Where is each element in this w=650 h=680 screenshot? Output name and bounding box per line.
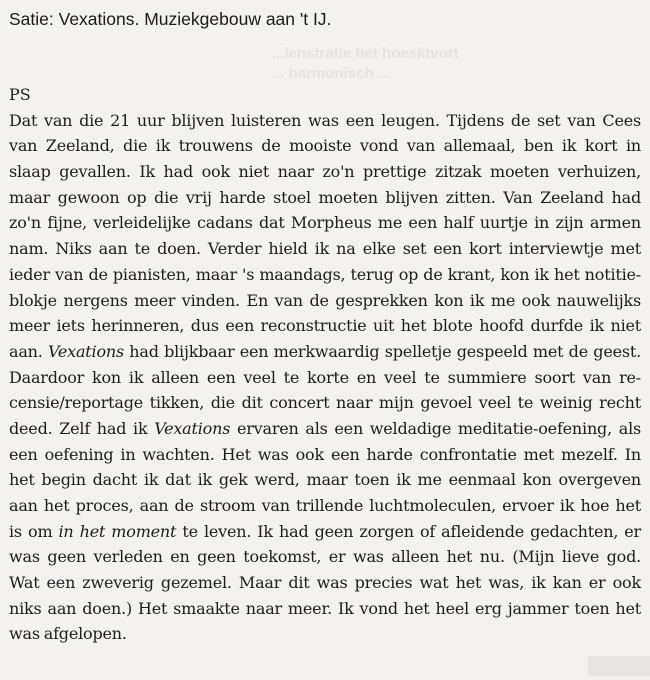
text-line xyxy=(9,596,641,622)
text-segment: meer iets herinneren, dus een reconstructie uit het blote hoofd durfde ik niet xyxy=(9,316,641,336)
text-segment: een oefening in wachten. Het was ook een harde confrontatie met mezelf. In xyxy=(9,444,641,464)
text-segment: aan. xyxy=(9,341,48,361)
text-segment: te leven. Ik had geen zorgen of afleidende gedachten, er xyxy=(176,521,641,541)
text-segment: niks aan doen.) Het smaakte naar meer. Ik vond het heel erg jammer toen het xyxy=(9,598,641,618)
text-line xyxy=(9,570,641,596)
text-line xyxy=(9,467,641,493)
italic-title: Vexations xyxy=(47,341,124,361)
text-line xyxy=(9,519,641,545)
text-line xyxy=(9,288,641,314)
text-line xyxy=(9,262,641,288)
text-segment: aan het proces, aan de stroom van trillende luchtmoleculen, ervoer ik hoe het xyxy=(9,496,641,515)
text-segment: nam. Niks aan te doen. Verder hield ik na elke set een kort interviewtje met xyxy=(9,239,641,259)
text-line xyxy=(9,236,641,262)
text-segment: is om xyxy=(9,521,59,541)
text-segment: Dat van die 21 uur blijven luisteren was een leugen. Tijdens de set van Cees xyxy=(9,110,641,130)
text-line xyxy=(9,210,641,236)
text-segment: maar gewoon op die vrij harde stoel moeten blijven zitten. Van Zeeland had xyxy=(9,187,641,207)
article-text xyxy=(9,108,641,647)
text-segment: Daardoor kon ik alleen een veel te korte en veel te summiere soort van re- xyxy=(9,367,641,387)
text-segment: deed. Zelf had ik xyxy=(9,418,155,438)
text-segment: het begin dacht ik dat ik gek werd, maar toen ik me eenmaal kon overgeven xyxy=(9,470,641,490)
article-heading: PS xyxy=(9,85,31,104)
text-line xyxy=(9,159,641,185)
text-line xyxy=(9,108,641,134)
text-line xyxy=(9,339,641,365)
page-title: Satie: Vexations. Muziekgebouw aan 't IJ. xyxy=(9,9,332,29)
text-segment: was geen verleden en geen toekomst, er was alleen het nu. (Mijn lieve god. xyxy=(9,547,641,567)
show-through-text: ...lenstratie het hoesktvort ... harmonisch ... xyxy=(272,45,459,82)
text-line xyxy=(9,442,641,468)
text-line xyxy=(9,313,641,339)
text-segment: ervaren als een weldadige meditatie-oefening, als xyxy=(230,418,641,438)
text-segment: had blijkbaar een merkwaardig spelletje gespeeld met de geest. xyxy=(124,341,641,361)
text-segment: slaap gevallen. Ik had ook niet naar zo'n prettige zitzak moeten verhuizen, xyxy=(9,162,641,182)
text-segment: was afgelopen. xyxy=(9,624,127,644)
text-line xyxy=(9,493,641,519)
article-body xyxy=(9,82,641,647)
italic-title: in het moment xyxy=(58,521,177,541)
text-line xyxy=(9,133,641,159)
italic-title: Vexations xyxy=(154,418,231,438)
text-segment: censie/reportage tikken, die dit concert naar mijn gevoel veel te weinig recht xyxy=(9,393,641,413)
text-line xyxy=(9,544,641,570)
text-line xyxy=(9,621,641,647)
text-segment: zo'n fijne, verleidelijke cadans dat Morpheus me een half uurtje in zijn armen xyxy=(9,213,641,233)
text-line xyxy=(9,365,641,391)
text-segment: blokje nergens meer vinden. En van de gesprekken kon ik me ook nauwelijks xyxy=(9,290,641,310)
text-segment: Wat een zweverig gezemel. Maar dit was precies wat het was, ik kan er ook xyxy=(9,573,641,593)
text-segment: van Zeeland, die ik trouwens de mooiste vond van allemaal, ben ik kort in xyxy=(9,136,641,156)
text-line xyxy=(9,416,641,442)
text-segment: ieder van de pianisten, maar 's maandags, terug op de krant, kon ik het notitie- xyxy=(9,264,641,284)
text-line xyxy=(9,390,641,416)
show-through-mark xyxy=(588,656,650,676)
text-line xyxy=(9,185,641,211)
